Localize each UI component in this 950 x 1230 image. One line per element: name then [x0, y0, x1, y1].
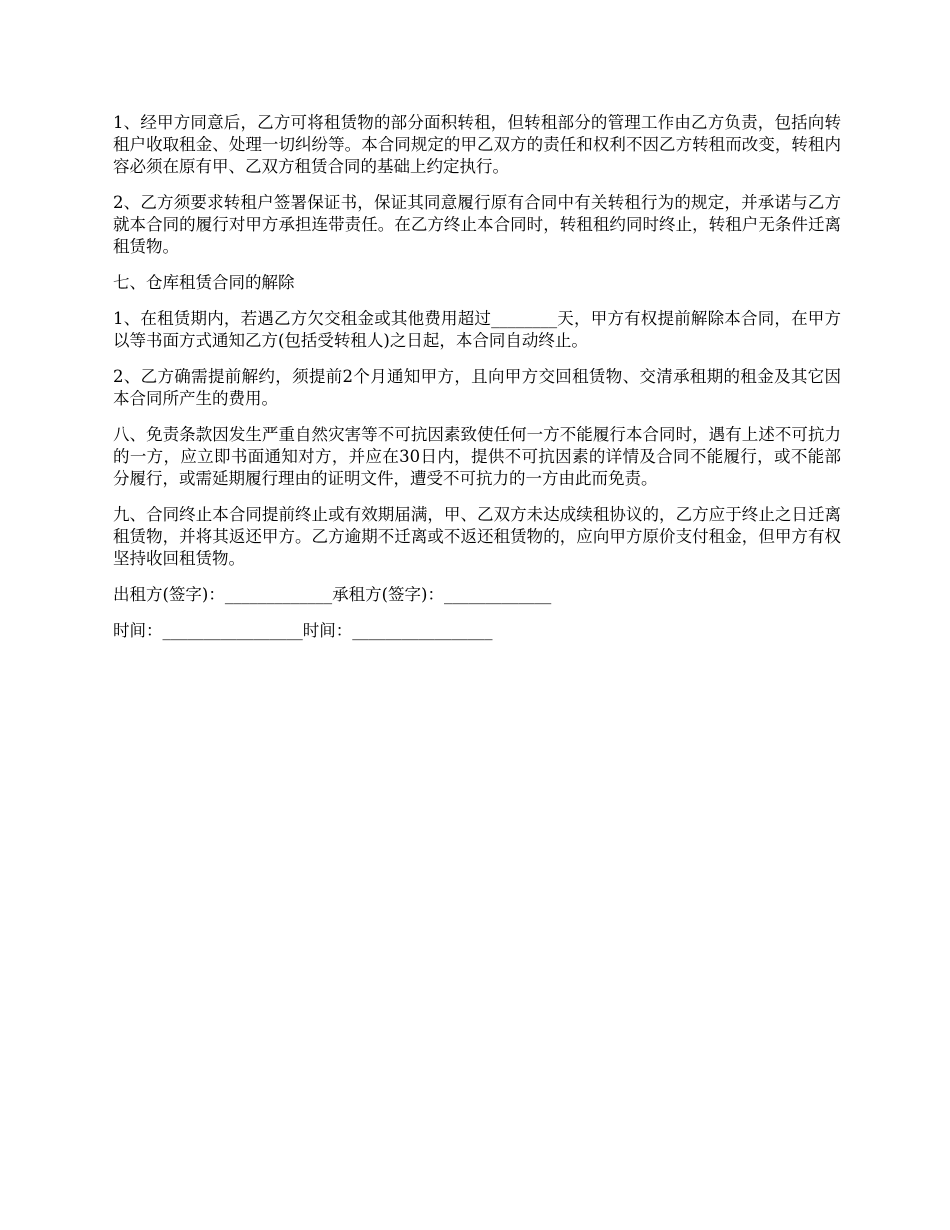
clause-force-majeure: 八、免责条款因发生严重自然灾害等不可抗因素致使任何一方不能履行本合同时，遇有上述不可抗力的一方，应立即书面通知对方，并应在30日内，提供不可抗因素的详情及合同不能履行，或不能部分履行，或需延期履行理由的证明文件，遭受不可抗力的一方由此而免责。	[113, 425, 841, 488]
clause-termination-2: 2、乙方确需提前解约，须提前2个月通知甲方，且向甲方交回租赁物、交清承租期的租金及其它因本合同所产生的费用。	[113, 367, 841, 408]
date-line: 时间：_________________时间：_________________	[113, 621, 493, 640]
section-heading-termination: 七、仓库租赁合同的解除	[113, 273, 295, 292]
clause-sublease-1: 1、经甲方同意后，乙方可将租赁物的部分面积转租，但转租部分的管理工作由乙方负责，包括向转租户收取租金、处理一切纠纷等。本合同规定的甲乙双方的责任和权利不因乙方转租而改变，转租内容必须在原有甲、乙双方租赁合同的基础上约定执行。	[113, 113, 841, 176]
clause-contract-end: 九、合同终止本合同提前终止或有效期届满，甲、乙双方未达成续租协议的，乙方应于终止之日迁离租赁物，并将其返还甲方。乙方逾期不迁离或不返还租赁物的，应向甲方原价支付租金，但甲方有权坚持收回租赁物。	[113, 505, 841, 568]
clause-sublease-2: 2、乙方须要求转租户签署保证书，保证其同意履行原有合同中有关转租行为的规定，并承诺与乙方就本合同的履行对甲方承担连带责任。在乙方终止本合同时，转租租约同时终止，转租户无条件迁离租赁物。	[113, 193, 841, 256]
document-page	[113, 112, 841, 656]
signature-line: 出租方(签字)：_____________承租方(签字)：_____________	[113, 585, 552, 604]
clause-termination-1: 1、在租赁期内，若遇乙方欠交租金或其他费用超过________天，甲方有权提前解除本合同，在甲方以等书面方式通知乙方(包括受转租人)之日起，本合同自动终止。	[113, 309, 841, 350]
